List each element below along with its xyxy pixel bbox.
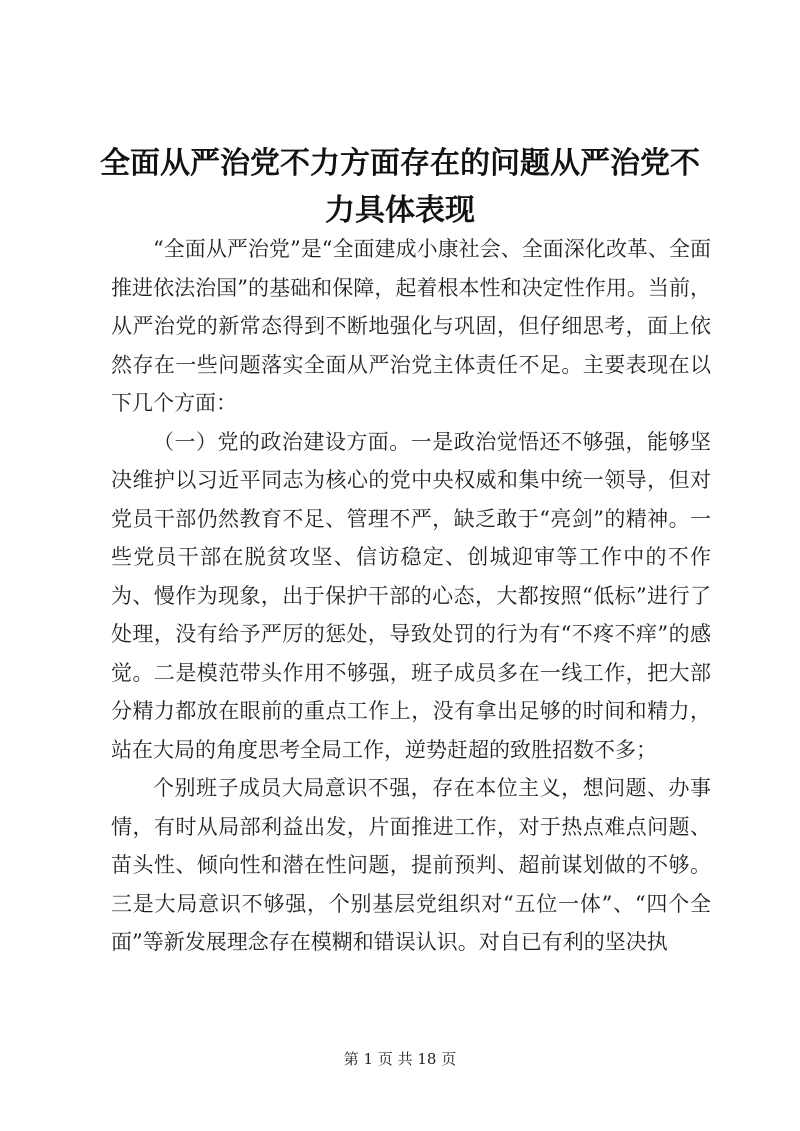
page-number-footer: 第 1 页 共 18 页 <box>343 1050 457 1068</box>
paragraph-intro: “全面从严治党”是“全面建成小康社会、全面深化改革、全面推进依法治国”的基础和保障，起着根本性和决定性作用。当前，从严治党的新常态得到不断地强化与巩固，但仔细思考，面上依然存在一些问题落实全面从严治党主体责任不足。主要表现在以下几个方面： <box>111 237 711 415</box>
document-body <box>111 230 711 962</box>
paragraph-political-construction: （一）党的政治建设方面。一是政治觉悟还不够强，能够坚决维护以习近平同志为核心的党中央权威和集中统一领导，但对党员干部仍然教育不足、管理不严，缺乏敢于“亮剑”的精神。一些党员干部在脱贫攻坚、信访稳定、创城迎审等工作中的不作为、慢作为现象，出于保护干部的心态，大都按照“低标”进行了处理，没有给予严厉的惩处，导致处罚的行为有“不疼不痒”的感觉。二是模范带头作用不够强，班子成员多在一线工作，把大部分精力都放在眼前的重点工作上，没有拿出足够的时间和精力，站在大局的角度思考全局工作，逆势赶超的致胜招数不多； <box>111 429 711 762</box>
document-title: 全面从严治党不力方面存在的问题从严治党不力具体表现 <box>100 146 700 228</box>
paragraph-overall-awareness: 个别班子成员大局意识不强，存在本位主义，想问题、办事情，有时从局部利益出发，片面推进工作，对于热点难点问题、苗头性、倾向性和潜在性问题，提前预判、超前谋划做的不够。三是大局意识不够强，个别基层党组织对“五位一体”、“四个全面”等新发展理念存在模糊和错误认识。对自已有利的坚决执 <box>111 776 711 954</box>
